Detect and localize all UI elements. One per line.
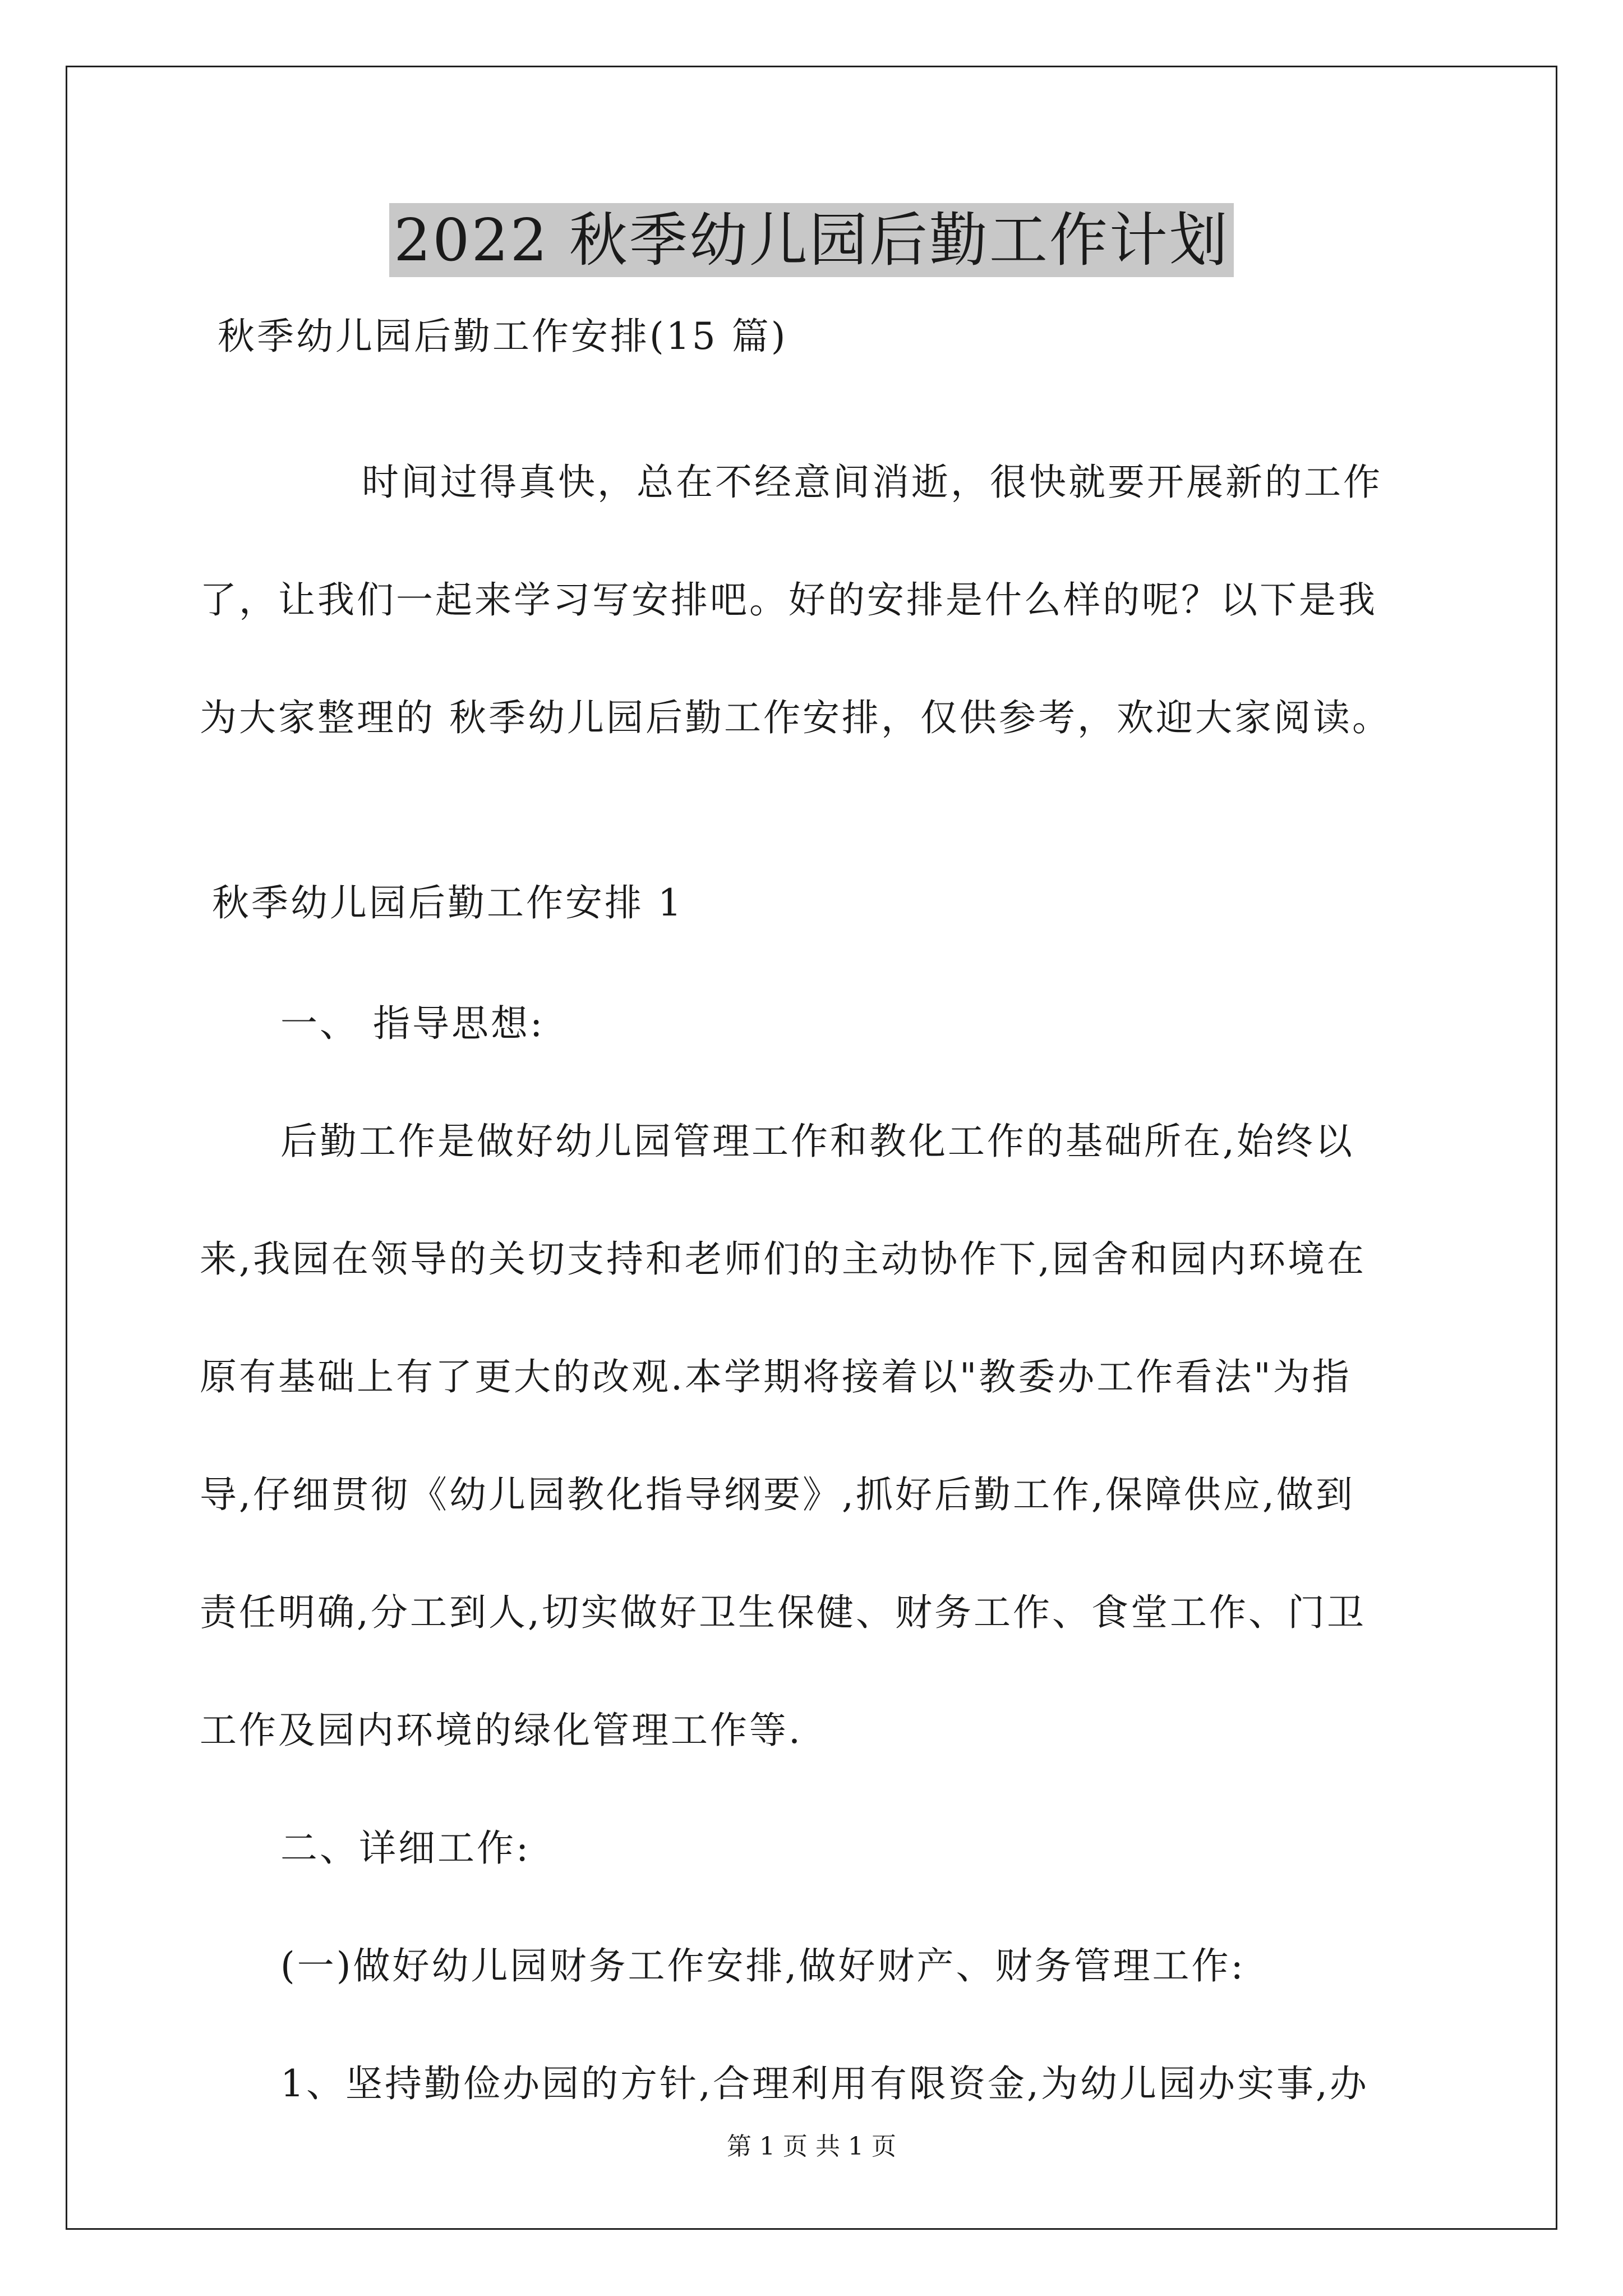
- paragraph-line: 原有基础上有了更大的改观.本学期将接着以"教委办工作看法"为指: [200, 1355, 1352, 1398]
- page-footer: 第 1 页 共 1 页: [727, 2132, 896, 2161]
- section-heading: 秋季幼儿园后勤工作安排 1: [212, 881, 684, 924]
- subtitle-line: 秋季幼儿园后勤工作安排(15 篇): [218, 315, 788, 358]
- paragraph-line: 时间过得真快，总在不经意间消逝，很快就要开展新的工作: [362, 461, 1382, 504]
- paragraph-line: 1、坚持勤俭办园的方针,合理利用有限资金,为幼儿园办实事,办: [280, 2062, 1369, 2105]
- paragraph-line: 后勤工作是做好幼儿园管理工作和教化工作的基础所在,始终以: [280, 1120, 1354, 1163]
- title-block: [0, 203, 1623, 277]
- paragraph-line: 了，让我们一起来学习写安排吧。好的安排是什么样的呢？以下是我: [200, 578, 1377, 622]
- paragraph-line: 工作及园内环境的绿化管理工作等.: [200, 1709, 803, 1752]
- paragraph-line: 为大家整理的 秋季幼儿园后勤工作安排，仅供参考，欢迎大家阅读。: [200, 696, 1391, 739]
- paragraph-line: 来,我园在领导的关切支持和老师们的主动协作下,园舍和园内环境在: [200, 1237, 1366, 1281]
- subheading-line: 二、详细工作:: [280, 1826, 531, 1870]
- subheading-line: 一、 指导思想:: [280, 1002, 545, 1045]
- paragraph-line: (一)做好幼儿园财务工作安排,做好财产、财务管理工作:: [280, 1944, 1246, 1987]
- paragraph-line: 导,仔细贯彻《幼儿园教化指导纲要》,抓好后勤工作,保障供应,做到: [200, 1473, 1355, 1516]
- paragraph-line: 责任明确,分工到人,切实做好卫生保健、财务工作、食堂工作、门卫: [200, 1591, 1366, 1634]
- document-title: 2022 秋季幼儿园后勤工作计划: [389, 203, 1234, 277]
